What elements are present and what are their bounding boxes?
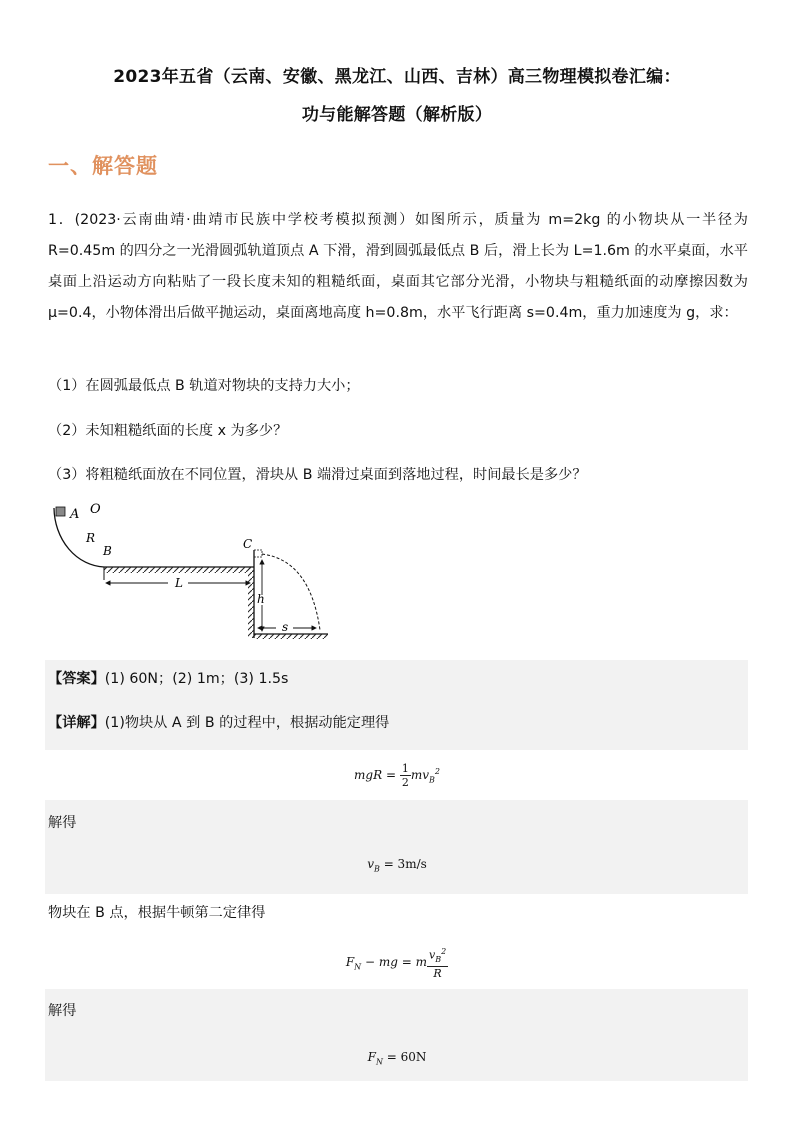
label-r: R — [86, 531, 96, 545]
label-h: h — [257, 592, 265, 606]
physics-diagram — [48, 500, 348, 650]
equation-2: $v_B = 3m/s$ — [367, 857, 427, 874]
equation-block-4 — [45, 989, 748, 1081]
question-1: （1）在圆弧最低点 B 轨道对物块的支持力大小； — [48, 378, 360, 394]
question-2: （2）未知粗糙纸面的长度 x 为多少？ — [48, 423, 288, 439]
problem-text: 1．(2023·云南曲靖·曲靖市民族中学校考模拟预测）如图所示，质量为 m=2kg 的小物块从一半径为 R=0.45m 的四分之一光滑圆弧轨道顶点 A 下滑，滑到圆弧最低点 B 后，滑上长为 L=1.6m 的水平桌面，水平桌面上沿运动方向粘贴了一段长度未知的粗糙纸面，桌面其它部分光滑，小物块与粗糙纸面的动摩擦因数为 μ=0.4，小物体滑出后做平抛运动，桌面离地高度 h=0.8m，水平飞行距离 s=0.4m，重力加速度为 g，求： — [48, 212, 748, 321]
solve-label-1: 解得 — [48, 815, 77, 831]
trajectory — [262, 554, 320, 630]
answer-line: 【答案】(1) 60N；(2) 1m；(3) 1.5s — [48, 671, 289, 687]
label-c: C — [243, 537, 253, 551]
solve-label-2: 解得 — [48, 1003, 77, 1019]
label-l: L — [175, 576, 183, 590]
detail-line: 【详解】(1)物块从 A 到 B 的过程中，根据动能定理得 — [48, 715, 390, 731]
question-3: （3）将粗糙纸面放在不同位置，滑块从 B 端滑过桌面到落地过程，时间最长是多少？ — [48, 467, 587, 483]
label-a: A — [70, 507, 80, 522]
block-a — [56, 507, 65, 516]
section-heading: 一、解答题 — [48, 154, 158, 178]
equation-4: $F_N = 60N$ — [367, 1050, 427, 1067]
doc-title-line2: 功与能解答题（解析版） — [301, 105, 493, 125]
equation-block-2 — [45, 800, 748, 894]
step2-line: 物块在 B 点，根据牛顿第二定律得 — [48, 905, 266, 921]
equation-3: $F_N$ − mg = m $\frac{v_B^2}{R}$ — [345, 947, 447, 980]
label-o: O — [90, 502, 101, 517]
doc-title-line1: 2023年五省（云南、安徽、黑龙江、山西、吉林）高三物理模拟卷汇编： — [113, 67, 681, 87]
label-b: B — [103, 544, 112, 558]
equation-1: mgR = $\frac{1}{2}$ $mv_B^2$ — [354, 762, 440, 789]
label-s: s — [282, 620, 289, 634]
